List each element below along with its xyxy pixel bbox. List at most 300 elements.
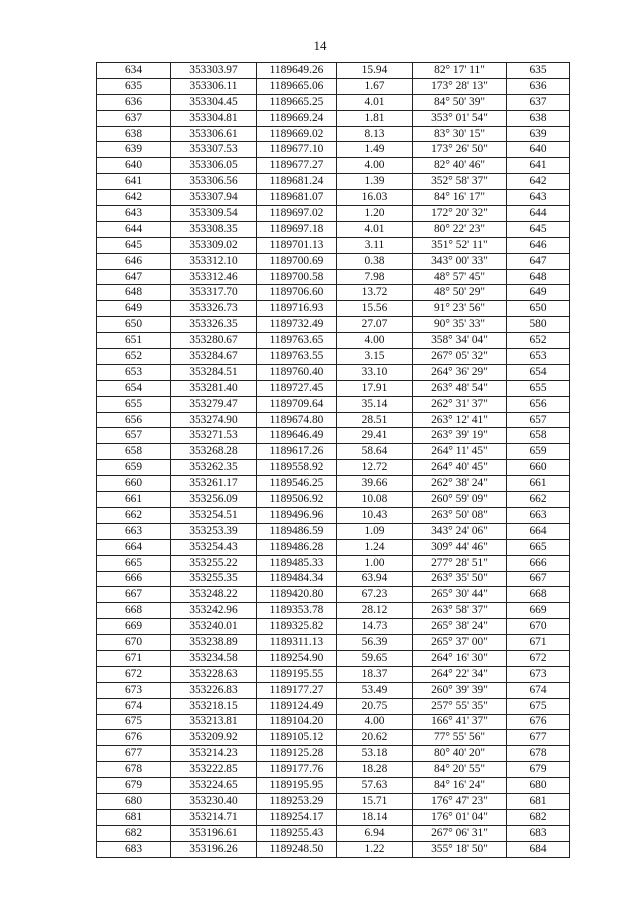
next-point-cell: 671 [507, 635, 570, 651]
bearing-cell: 84° 16' 17" [413, 190, 507, 206]
point-number-cell: 660 [97, 476, 171, 492]
distance-cell: 58.64 [337, 444, 413, 460]
table-row [97, 666, 570, 682]
distance-cell: 67.23 [337, 587, 413, 603]
y-coordinate-cell: 1189674.80 [257, 412, 337, 428]
table-row [97, 412, 570, 428]
table-row [97, 571, 570, 587]
y-coordinate-cell: 1189700.69 [257, 253, 337, 269]
point-number-cell: 659 [97, 460, 171, 476]
y-coordinate-cell: 1189669.02 [257, 126, 337, 142]
distance-cell: 1.81 [337, 110, 413, 126]
table-row [97, 428, 570, 444]
x-coordinate-cell: 353238.89 [171, 635, 257, 651]
x-coordinate-cell: 353308.35 [171, 221, 257, 237]
point-number-cell: 641 [97, 174, 171, 190]
next-point-cell: 644 [507, 206, 570, 222]
bearing-cell: 263° 50' 08" [413, 507, 507, 523]
x-coordinate-cell: 353306.05 [171, 158, 257, 174]
bearing-cell: 172° 20' 32" [413, 206, 507, 222]
next-point-cell: 639 [507, 126, 570, 142]
table-row [97, 190, 570, 206]
x-coordinate-cell: 353304.45 [171, 94, 257, 110]
table-row [97, 333, 570, 349]
table-row [97, 762, 570, 778]
x-coordinate-cell: 353213.81 [171, 714, 257, 730]
bearing-cell: 353° 01' 54" [413, 110, 507, 126]
y-coordinate-cell: 1189311.13 [257, 635, 337, 651]
point-number-cell: 648 [97, 285, 171, 301]
x-coordinate-cell: 353271.53 [171, 428, 257, 444]
distance-cell: 1.09 [337, 523, 413, 539]
distance-cell: 18.14 [337, 809, 413, 825]
point-number-cell: 674 [97, 698, 171, 714]
table-row [97, 349, 570, 365]
distance-cell: 4.00 [337, 714, 413, 730]
next-point-cell: 638 [507, 110, 570, 126]
next-point-cell: 660 [507, 460, 570, 476]
x-coordinate-cell: 353281.40 [171, 380, 257, 396]
table-row [97, 603, 570, 619]
table-row [97, 158, 570, 174]
distance-cell: 33.10 [337, 364, 413, 380]
point-number-cell: 636 [97, 94, 171, 110]
bearing-cell: 84° 20' 55" [413, 762, 507, 778]
point-number-cell: 640 [97, 158, 171, 174]
next-point-cell: 676 [507, 714, 570, 730]
point-number-cell: 668 [97, 603, 171, 619]
bearing-cell: 264° 36' 29" [413, 364, 507, 380]
point-number-cell: 658 [97, 444, 171, 460]
distance-cell: 8.13 [337, 126, 413, 142]
y-coordinate-cell: 1189255.43 [257, 825, 337, 841]
distance-cell: 7.98 [337, 269, 413, 285]
point-number-cell: 678 [97, 762, 171, 778]
point-number-cell: 643 [97, 206, 171, 222]
table-row [97, 714, 570, 730]
point-number-cell: 647 [97, 269, 171, 285]
next-point-cell: 668 [507, 587, 570, 603]
table-row [97, 380, 570, 396]
bearing-cell: 343° 00' 33" [413, 253, 507, 269]
bearing-cell: 263° 58' 37" [413, 603, 507, 619]
next-point-cell: 670 [507, 619, 570, 635]
bearing-cell: 176° 47' 23" [413, 793, 507, 809]
bearing-cell: 48° 50' 29" [413, 285, 507, 301]
x-coordinate-cell: 353218.15 [171, 698, 257, 714]
y-coordinate-cell: 1189669.24 [257, 110, 337, 126]
point-number-cell: 652 [97, 349, 171, 365]
bearing-cell: 262° 31' 37" [413, 396, 507, 412]
table-row [97, 555, 570, 571]
next-point-cell: 661 [507, 476, 570, 492]
table-row [97, 110, 570, 126]
bearing-cell: 82° 40' 46" [413, 158, 507, 174]
x-coordinate-cell: 353226.83 [171, 682, 257, 698]
y-coordinate-cell: 1189125.28 [257, 746, 337, 762]
table-row [97, 142, 570, 158]
y-coordinate-cell: 1189177.76 [257, 762, 337, 778]
bearing-cell: 309° 44' 46" [413, 539, 507, 555]
x-coordinate-cell: 353279.47 [171, 396, 257, 412]
bearing-cell: 260° 39' 39" [413, 682, 507, 698]
y-coordinate-cell: 1189353.78 [257, 603, 337, 619]
y-coordinate-cell: 1189254.17 [257, 809, 337, 825]
y-coordinate-cell: 1189700.58 [257, 269, 337, 285]
next-point-cell: 649 [507, 285, 570, 301]
table-row [97, 746, 570, 762]
bearing-cell: 84° 50' 39" [413, 94, 507, 110]
point-number-cell: 650 [97, 317, 171, 333]
table-row [97, 126, 570, 142]
bearing-cell: 84° 16' 24" [413, 778, 507, 794]
point-number-cell: 667 [97, 587, 171, 603]
next-point-cell: 647 [507, 253, 570, 269]
x-coordinate-cell: 353230.40 [171, 793, 257, 809]
table-row [97, 253, 570, 269]
y-coordinate-cell: 1189325.82 [257, 619, 337, 635]
x-coordinate-cell: 353254.43 [171, 539, 257, 555]
table-row [97, 364, 570, 380]
y-coordinate-cell: 1189506.92 [257, 492, 337, 508]
point-number-cell: 682 [97, 825, 171, 841]
x-coordinate-cell: 353262.35 [171, 460, 257, 476]
bearing-cell: 343° 24' 06" [413, 523, 507, 539]
x-coordinate-cell: 353209.92 [171, 730, 257, 746]
x-coordinate-cell: 353312.10 [171, 253, 257, 269]
table-row [97, 301, 570, 317]
next-point-cell: 674 [507, 682, 570, 698]
y-coordinate-cell: 1189420.80 [257, 587, 337, 603]
next-point-cell: 669 [507, 603, 570, 619]
x-coordinate-cell: 353309.02 [171, 237, 257, 253]
distance-cell: 29.41 [337, 428, 413, 444]
x-coordinate-cell: 353306.11 [171, 78, 257, 94]
distance-cell: 1.49 [337, 142, 413, 158]
point-number-cell: 673 [97, 682, 171, 698]
next-point-cell: 681 [507, 793, 570, 809]
table-row [97, 78, 570, 94]
distance-cell: 4.01 [337, 221, 413, 237]
table-row [97, 650, 570, 666]
table-row [97, 809, 570, 825]
point-number-cell: 681 [97, 809, 171, 825]
next-point-cell: 635 [507, 63, 570, 79]
next-point-cell: 684 [507, 841, 570, 857]
point-number-cell: 663 [97, 523, 171, 539]
bearing-cell: 265° 30' 44" [413, 587, 507, 603]
distance-cell: 4.01 [337, 94, 413, 110]
next-point-cell: 667 [507, 571, 570, 587]
table-row [97, 793, 570, 809]
point-number-cell: 639 [97, 142, 171, 158]
coordinates-table-body [97, 63, 570, 858]
distance-cell: 12.72 [337, 460, 413, 476]
distance-cell: 13.72 [337, 285, 413, 301]
point-number-cell: 664 [97, 539, 171, 555]
distance-cell: 4.00 [337, 158, 413, 174]
next-point-cell: 683 [507, 825, 570, 841]
bearing-cell: 77° 55' 56" [413, 730, 507, 746]
distance-cell: 3.11 [337, 237, 413, 253]
bearing-cell: 265° 37' 00" [413, 635, 507, 651]
table-row [97, 476, 570, 492]
next-point-cell: 654 [507, 364, 570, 380]
x-coordinate-cell: 353312.46 [171, 269, 257, 285]
bearing-cell: 277° 28' 51" [413, 555, 507, 571]
point-number-cell: 665 [97, 555, 171, 571]
bearing-cell: 90° 35' 33" [413, 317, 507, 333]
y-coordinate-cell: 1189716.93 [257, 301, 337, 317]
distance-cell: 15.94 [337, 63, 413, 79]
next-point-cell: 672 [507, 650, 570, 666]
table-row [97, 285, 570, 301]
x-coordinate-cell: 353306.56 [171, 174, 257, 190]
x-coordinate-cell: 353304.81 [171, 110, 257, 126]
distance-cell: 1.22 [337, 841, 413, 857]
distance-cell: 14.73 [337, 619, 413, 635]
distance-cell: 16.03 [337, 190, 413, 206]
next-point-cell: 580 [507, 317, 570, 333]
next-point-cell: 646 [507, 237, 570, 253]
bearing-cell: 173° 26' 50" [413, 142, 507, 158]
y-coordinate-cell: 1189484.34 [257, 571, 337, 587]
distance-cell: 53.49 [337, 682, 413, 698]
table-row [97, 444, 570, 460]
x-coordinate-cell: 353326.35 [171, 317, 257, 333]
point-number-cell: 680 [97, 793, 171, 809]
point-number-cell: 651 [97, 333, 171, 349]
next-point-cell: 641 [507, 158, 570, 174]
y-coordinate-cell: 1189195.55 [257, 666, 337, 682]
x-coordinate-cell: 353284.67 [171, 349, 257, 365]
point-number-cell: 645 [97, 237, 171, 253]
next-point-cell: 662 [507, 492, 570, 508]
table-row [97, 94, 570, 110]
next-point-cell: 675 [507, 698, 570, 714]
distance-cell: 27.07 [337, 317, 413, 333]
bearing-cell: 48° 57' 45" [413, 269, 507, 285]
x-coordinate-cell: 353280.67 [171, 333, 257, 349]
table-row [97, 698, 570, 714]
distance-cell: 10.43 [337, 507, 413, 523]
bearing-cell: 264° 40' 45" [413, 460, 507, 476]
page-number: 14 [313, 38, 327, 53]
y-coordinate-cell: 1189248.50 [257, 841, 337, 857]
distance-cell: 18.28 [337, 762, 413, 778]
point-number-cell: 653 [97, 364, 171, 380]
bearing-cell: 83° 30' 15" [413, 126, 507, 142]
table-row [97, 206, 570, 222]
next-point-cell: 678 [507, 746, 570, 762]
x-coordinate-cell: 353248.22 [171, 587, 257, 603]
distance-cell: 20.62 [337, 730, 413, 746]
x-coordinate-cell: 353303.97 [171, 63, 257, 79]
distance-cell: 6.94 [337, 825, 413, 841]
distance-cell: 63.94 [337, 571, 413, 587]
x-coordinate-cell: 353307.53 [171, 142, 257, 158]
table-row [97, 778, 570, 794]
distance-cell: 53.18 [337, 746, 413, 762]
distance-cell: 15.56 [337, 301, 413, 317]
table-row [97, 507, 570, 523]
y-coordinate-cell: 1189124.49 [257, 698, 337, 714]
distance-cell: 1.24 [337, 539, 413, 555]
point-number-cell: 679 [97, 778, 171, 794]
bearing-cell: 166° 41' 37" [413, 714, 507, 730]
y-coordinate-cell: 1189697.02 [257, 206, 337, 222]
y-coordinate-cell: 1189649.26 [257, 63, 337, 79]
y-coordinate-cell: 1189665.25 [257, 94, 337, 110]
y-coordinate-cell: 1189558.92 [257, 460, 337, 476]
distance-cell: 28.12 [337, 603, 413, 619]
table-row [97, 539, 570, 555]
x-coordinate-cell: 353306.61 [171, 126, 257, 142]
y-coordinate-cell: 1189681.24 [257, 174, 337, 190]
y-coordinate-cell: 1189665.06 [257, 78, 337, 94]
point-number-cell: 656 [97, 412, 171, 428]
y-coordinate-cell: 1189496.96 [257, 507, 337, 523]
point-number-cell: 676 [97, 730, 171, 746]
bearing-cell: 267° 05' 32" [413, 349, 507, 365]
distance-cell: 18.37 [337, 666, 413, 682]
point-number-cell: 638 [97, 126, 171, 142]
table-row [97, 237, 570, 253]
next-point-cell: 657 [507, 412, 570, 428]
point-number-cell: 671 [97, 650, 171, 666]
next-point-cell: 653 [507, 349, 570, 365]
point-number-cell: 672 [97, 666, 171, 682]
y-coordinate-cell: 1189701.13 [257, 237, 337, 253]
point-number-cell: 642 [97, 190, 171, 206]
y-coordinate-cell: 1189677.27 [257, 158, 337, 174]
point-number-cell: 675 [97, 714, 171, 730]
y-coordinate-cell: 1189546.25 [257, 476, 337, 492]
y-coordinate-cell: 1189195.95 [257, 778, 337, 794]
point-number-cell: 634 [97, 63, 171, 79]
table-row [97, 174, 570, 190]
table-row [97, 825, 570, 841]
distance-cell: 39.66 [337, 476, 413, 492]
bearing-cell: 355° 18' 50" [413, 841, 507, 857]
y-coordinate-cell: 1189253.29 [257, 793, 337, 809]
table-row [97, 396, 570, 412]
next-point-cell: 645 [507, 221, 570, 237]
next-point-cell: 650 [507, 301, 570, 317]
x-coordinate-cell: 353253.39 [171, 523, 257, 539]
distance-cell: 1.20 [337, 206, 413, 222]
bearing-cell: 267° 06' 31" [413, 825, 507, 841]
y-coordinate-cell: 1189105.12 [257, 730, 337, 746]
point-number-cell: 670 [97, 635, 171, 651]
next-point-cell: 673 [507, 666, 570, 682]
table-row [97, 492, 570, 508]
y-coordinate-cell: 1189177.27 [257, 682, 337, 698]
table-row [97, 317, 570, 333]
bearing-cell: 262° 38' 24" [413, 476, 507, 492]
bearing-cell: 352° 58' 37" [413, 174, 507, 190]
x-coordinate-cell: 353196.61 [171, 825, 257, 841]
next-point-cell: 655 [507, 380, 570, 396]
x-coordinate-cell: 353261.17 [171, 476, 257, 492]
x-coordinate-cell: 353326.73 [171, 301, 257, 317]
next-point-cell: 643 [507, 190, 570, 206]
x-coordinate-cell: 353234.58 [171, 650, 257, 666]
bearing-cell: 91° 23' 56" [413, 301, 507, 317]
bearing-cell: 265° 38' 24" [413, 619, 507, 635]
y-coordinate-cell: 1189763.65 [257, 333, 337, 349]
distance-cell: 3.15 [337, 349, 413, 365]
point-number-cell: 677 [97, 746, 171, 762]
next-point-cell: 680 [507, 778, 570, 794]
point-number-cell: 649 [97, 301, 171, 317]
x-coordinate-cell: 353309.54 [171, 206, 257, 222]
bearing-cell: 263° 12' 41" [413, 412, 507, 428]
point-number-cell: 644 [97, 221, 171, 237]
next-point-cell: 636 [507, 78, 570, 94]
bearing-cell: 358° 34' 04" [413, 333, 507, 349]
y-coordinate-cell: 1189709.64 [257, 396, 337, 412]
next-point-cell: 665 [507, 539, 570, 555]
next-point-cell: 663 [507, 507, 570, 523]
table-row [97, 221, 570, 237]
bearing-cell: 351° 52' 11" [413, 237, 507, 253]
next-point-cell: 658 [507, 428, 570, 444]
x-coordinate-cell: 353228.63 [171, 666, 257, 682]
table-row [97, 730, 570, 746]
point-number-cell: 646 [97, 253, 171, 269]
y-coordinate-cell: 1189677.10 [257, 142, 337, 158]
bearing-cell: 80° 22' 23" [413, 221, 507, 237]
next-point-cell: 666 [507, 555, 570, 571]
next-point-cell: 682 [507, 809, 570, 825]
next-point-cell: 640 [507, 142, 570, 158]
point-number-cell: 669 [97, 619, 171, 635]
distance-cell: 15.71 [337, 793, 413, 809]
x-coordinate-cell: 353284.51 [171, 364, 257, 380]
bearing-cell: 264° 16' 30" [413, 650, 507, 666]
distance-cell: 28.51 [337, 412, 413, 428]
next-point-cell: 648 [507, 269, 570, 285]
distance-cell: 4.00 [337, 333, 413, 349]
x-coordinate-cell: 353317.70 [171, 285, 257, 301]
coordinates-table [96, 62, 570, 858]
bearing-cell: 263° 35' 50" [413, 571, 507, 587]
x-coordinate-cell: 353240.01 [171, 619, 257, 635]
distance-cell: 59.65 [337, 650, 413, 666]
next-point-cell: 677 [507, 730, 570, 746]
y-coordinate-cell: 1189254.90 [257, 650, 337, 666]
bearing-cell: 80° 40' 20" [413, 746, 507, 762]
table-row [97, 269, 570, 285]
bearing-cell: 264° 11' 45" [413, 444, 507, 460]
table-row [97, 635, 570, 651]
y-coordinate-cell: 1189760.40 [257, 364, 337, 380]
next-point-cell: 652 [507, 333, 570, 349]
distance-cell: 1.67 [337, 78, 413, 94]
y-coordinate-cell: 1189486.59 [257, 523, 337, 539]
point-number-cell: 654 [97, 380, 171, 396]
bearing-cell: 263° 48' 54" [413, 380, 507, 396]
distance-cell: 0.38 [337, 253, 413, 269]
x-coordinate-cell: 353242.96 [171, 603, 257, 619]
table-row [97, 523, 570, 539]
x-coordinate-cell: 353255.22 [171, 555, 257, 571]
next-point-cell: 679 [507, 762, 570, 778]
x-coordinate-cell: 353274.90 [171, 412, 257, 428]
x-coordinate-cell: 353214.23 [171, 746, 257, 762]
y-coordinate-cell: 1189681.07 [257, 190, 337, 206]
